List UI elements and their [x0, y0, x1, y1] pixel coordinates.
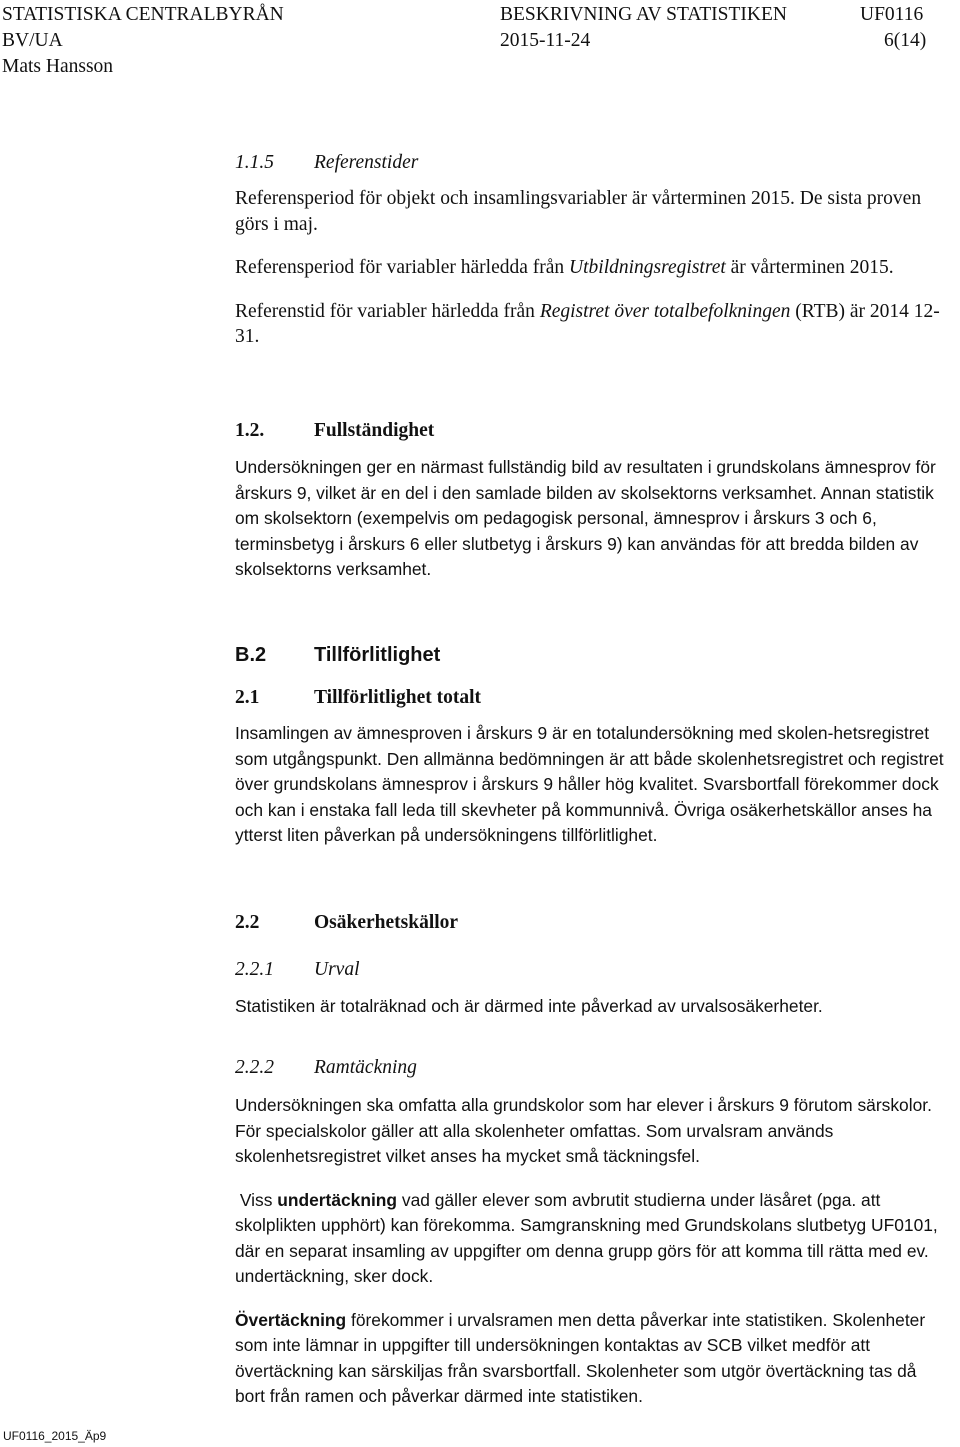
- paragraph: Övertäckning förekommer i urvalsramen men detta påverkar inte statistiken. Skolenheter som inte lämnar in uppgifter till undersökningen kontaktas av SCB vilket medför att övertäckning kan särskiljas från svarsbortfall. Skolenheter som utgör övertäckning tas då bort från ramen och påverkar därmed inte statistiken.: [235, 1309, 926, 1406]
- section-number: 2.2: [235, 912, 260, 933]
- section-heading-2-1: [235, 685, 481, 711]
- register-name: Utbildningsregistret: [569, 257, 726, 278]
- section-heading-2-2-2: [235, 1055, 417, 1081]
- section-body-2-2-2: [235, 1093, 950, 1410]
- paragraph: Referenstid för variabler härledda från Registret över totalbefolkningen (RTB) är 2014 12-31.: [235, 300, 940, 347]
- section-number: B.2: [235, 644, 267, 666]
- author: Mats Hansson: [2, 56, 114, 77]
- section-title: Tillförlitlighet totalt: [314, 687, 481, 708]
- section-heading-2-2-1: [235, 957, 360, 983]
- section-number: 1.1.5: [235, 152, 274, 173]
- paragraph: Statistiken är totalräknad och är därmed inte påverkad av urvalsosäkerheter.: [235, 996, 823, 1016]
- section-heading-2-2: [235, 910, 458, 936]
- section-body-1-2: [235, 455, 950, 583]
- section-heading-1-2: [235, 418, 434, 444]
- section-number: 2.2.1: [235, 959, 274, 980]
- section-body-2-2-1: [235, 994, 950, 1020]
- section-heading-1-1-5: [235, 150, 418, 176]
- paragraph: Viss undertäckning vad gäller elever som avbrutit studierna under läsåret (pga. att skolplikten upphört) kan förekomma. Samgranskning med Grundskolans slutbetyg UF0101, där en separat insamling av uppgifter om denna grupp görs för att komma till rätta med ev. undertäckning, sker dock.: [235, 1189, 943, 1286]
- section-heading-b-2: [235, 641, 440, 669]
- section-title: Tillförlitlighet: [314, 644, 441, 666]
- paragraph: Referensperiod för variabler härledda från Utbildningsregistret är vårterminen 2015.: [235, 257, 894, 278]
- section-body-2-1: [235, 721, 950, 849]
- section-title: Urval: [314, 959, 360, 980]
- paragraph: Undersökningen ger en närmast fullständig bild av resultaten i grundskolans ämnesprov för årskurs 9, vilket är en del i den samlade bilden av skolsektorns verksamhet. Annan statistik om skolsektorn (exempelvis om pedagogisk personal, ämnesprov i årskurs 3 och 6, terminsbetyg i årskurs 6 eller slutbetyg i årskurs 9) kan användas för att bredda bilden av skolsektorns verksamhet.: [235, 457, 936, 579]
- page-number: 6(14): [884, 30, 927, 51]
- document-type: BESKRIVNING AV STATISTIKEN: [500, 4, 787, 25]
- paragraph: Referensperiod för objekt och insamlingsvariabler är vårterminen 2015. De sista proven görs i maj.: [235, 188, 922, 235]
- page-header: [0, 2, 960, 80]
- section-title: Osäkerhetskällor: [314, 912, 459, 933]
- emphasis-term: undertäckning: [277, 1189, 398, 1210]
- emphasis-term: Övertäckning: [235, 1309, 347, 1330]
- section-number: 1.2.: [235, 420, 265, 441]
- section-number: 2.2.2: [235, 1057, 274, 1078]
- document-date: 2015-11-24: [500, 30, 591, 51]
- section-title: Fullständighet: [314, 420, 435, 441]
- org-name: STATISTISKA CENTRALBYRÅN: [2, 4, 284, 25]
- section-number: 2.1: [235, 687, 260, 708]
- section-body-1-1-5: [235, 186, 950, 350]
- department: BV/UA: [2, 30, 63, 51]
- document-code: UF0116: [860, 4, 924, 25]
- page-footer: UF0116_2015_Äp9: [3, 1429, 107, 1443]
- section-title: Ramtäckning: [314, 1057, 417, 1078]
- paragraph: Undersökningen ska omfatta alla grundskolor som har elever i årskurs 9 förutom särskolor. För specialskolor gäller att alla skolenheter omfattas. Som urvalsram används skolenhetsregistret vilket anses ha mycket små täckningsfel.: [235, 1095, 932, 1166]
- section-title: Referenstider: [314, 152, 419, 173]
- register-name: Registret över totalbefolkningen: [539, 300, 791, 322]
- paragraph: Insamlingen av ämnesproven i årskurs 9 är en totalundersökning med skolen-hetsregistret som utgångspunkt. Den allmänna bedömningen är att både skolenhetsregistret och registret över grundskolans ämnesprov i årskurs 9 håller hög kvalitet. Svarsbortfall förekommer dock och kan i enstaka fall leda till skevheter på kommunnivå. Övriga osäkerhetskällor anses ha ytterst liten påverkan på undersökningens tillförlitlighet.: [235, 723, 944, 845]
